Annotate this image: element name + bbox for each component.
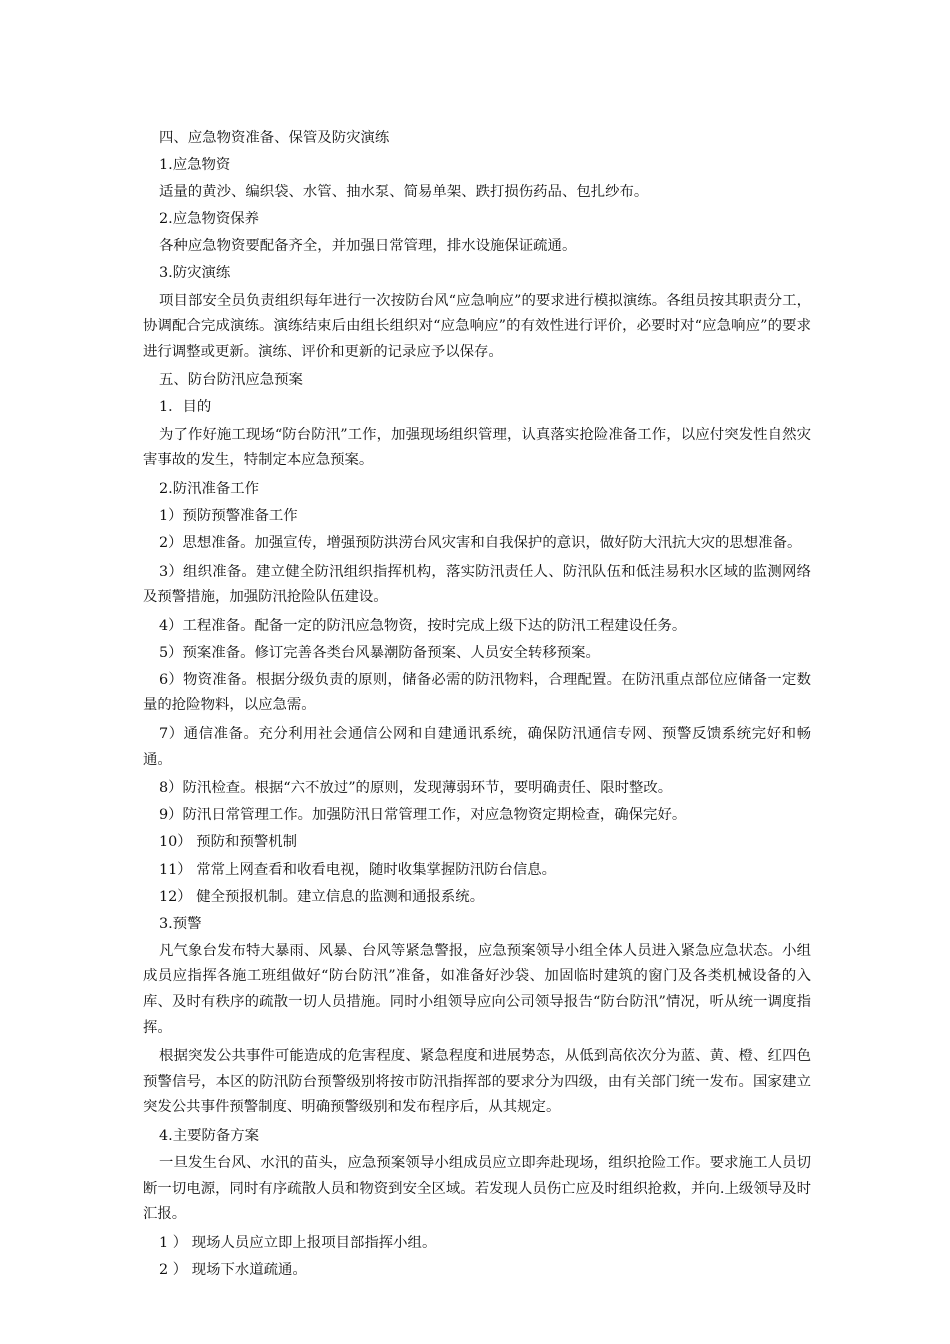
- list-item: 5）预案准备。修订完善各类台风暴潮防备预案、人员安全转移预案。: [159, 644, 600, 661]
- subheading-purpose: 1．目的: [159, 399, 212, 416]
- list-item: 4）工程准备。配备一定的防汛应急物资，按时完成上级下达的防汛工程建设任务。: [159, 617, 687, 634]
- section-heading-4: 四、应急物资准备、保管及防灾演练: [159, 130, 390, 146]
- body-paragraph: 项目部安全员负责组织每年进行一次按防台风“应急响应”的要求进行模拟演练。各组员按其职责分工，协调配合完成演练。演练结束后由组长组织对“应急响应”的有效性进行评价，必要时对“应急响应”的要求进行调整或更新。演练、评价和更新的记录应予以保存。: [143, 292, 811, 360]
- subheading-emergency-supplies: 1.应急物资: [159, 157, 231, 174]
- body-paragraph: 为了作好施工现场“防台防汛”工作，加强现场组织管理，认真落实抢险准备工作，以应付突发性自然灾害事故的发生，特制定本应急预案。: [143, 426, 811, 469]
- subheading-supplies-maintenance: 2.应急物资保养: [159, 211, 260, 228]
- list-item: 1）预防预警准备工作: [159, 507, 298, 524]
- list-item: 7）通信准备。充分利用社会通信公网和自建通讯系统，确保防汛通信专网、预警反馈系统完好和畅通。: [143, 726, 811, 768]
- list-item: 9）防汛日常管理工作。加强防汛日常管理工作，对应急物资定期检查，确保完好。: [159, 807, 687, 824]
- body-paragraph: 适量的黄沙、编织袋、水管、抽水泵、简易单架、跌打损伤药品、包扎纱布。: [159, 184, 649, 201]
- list-item: 2）思想准备。加强宣传，增强预防洪涝台风灾害和自我保护的意识，做好防大汛抗大灾的思想准备。: [159, 534, 802, 551]
- subheading-drill: 3.防灾演练: [159, 265, 231, 282]
- list-item: 11） 常常上网查看和收看电视，随时收集掌握防汛防台信息。: [159, 861, 557, 878]
- list-item: 12） 健全预报机制。建立信息的监测和通报系统。: [159, 888, 485, 905]
- document-page: [143, 126, 811, 1285]
- section-heading-5: 五、防台防汛应急预案: [159, 372, 303, 389]
- list-item: 1 ） 现场人员应立即上报项目部指挥小组。: [159, 1234, 437, 1251]
- list-item: 8）防汛检查。根据“六不放过”的原则，发现薄弱环节，要明确责任、限时整改。: [159, 780, 673, 797]
- list-item: 10） 预防和预警机制: [159, 834, 298, 851]
- subheading-main-plan: 4.主要防备方案: [159, 1127, 260, 1144]
- subheading-warning: 3.预警: [159, 915, 202, 932]
- body-paragraph: 各种应急物资要配备齐全，并加强日常管理，排水设施保证疏通。: [159, 238, 577, 255]
- subheading-flood-preparation: 2.防汛准备工作: [159, 480, 260, 497]
- body-paragraph: 凡气象台发布特大暴雨、风暴、台风等紧急警报，应急预案领导小组全体人员进入紧急应急状态。小组成员应指挥各施工班组做好“防台防汛”准备，如准备好沙袋、加固临时建筑的窗门及各类机械设备的入库、及时有秩序的疏散一切人员措施。同时小组领导应向公司领导报告“防台防汛”情况，听从统一调度指挥。: [143, 942, 811, 1036]
- list-item: 2 ） 现场下水道疏通。: [159, 1261, 307, 1278]
- body-paragraph: 根据突发公共事件可能造成的危害程度、紧急程度和进展势态，从低到高依次分为蓝、黄、橙、红四色预警信号，本区的防汛防台预警级别将按市防汛指挥部的要求分为四级，由有关部门统一发布。国家建立突发公共事件预警制度、明确预警级别和发布程序后，从其规定。: [143, 1048, 811, 1116]
- body-paragraph: 一旦发生台风、水汛的苗头，应急预案领导小组成员应立即奔赴现场，组织抢险工作。要求施工人员切断一切电源，同时有序疏散人员和物资到安全区域。若发现人员伤亡应及时组织抢救，并向.上级领导及时汇报。: [143, 1155, 811, 1223]
- list-item: 3）组织准备。建立健全防汛组织指挥机构，落实防汛责任人、防汛队伍和低洼易积水区域的监测网络及预警措施，加强防汛抢险队伍建设。: [143, 563, 811, 606]
- list-item: 6）物资准备。根据分级负责的原则，储备必需的防汛物料，合理配置。在防汛重点部位应储备一定数量的抢险物料，以应急需。: [143, 671, 811, 714]
